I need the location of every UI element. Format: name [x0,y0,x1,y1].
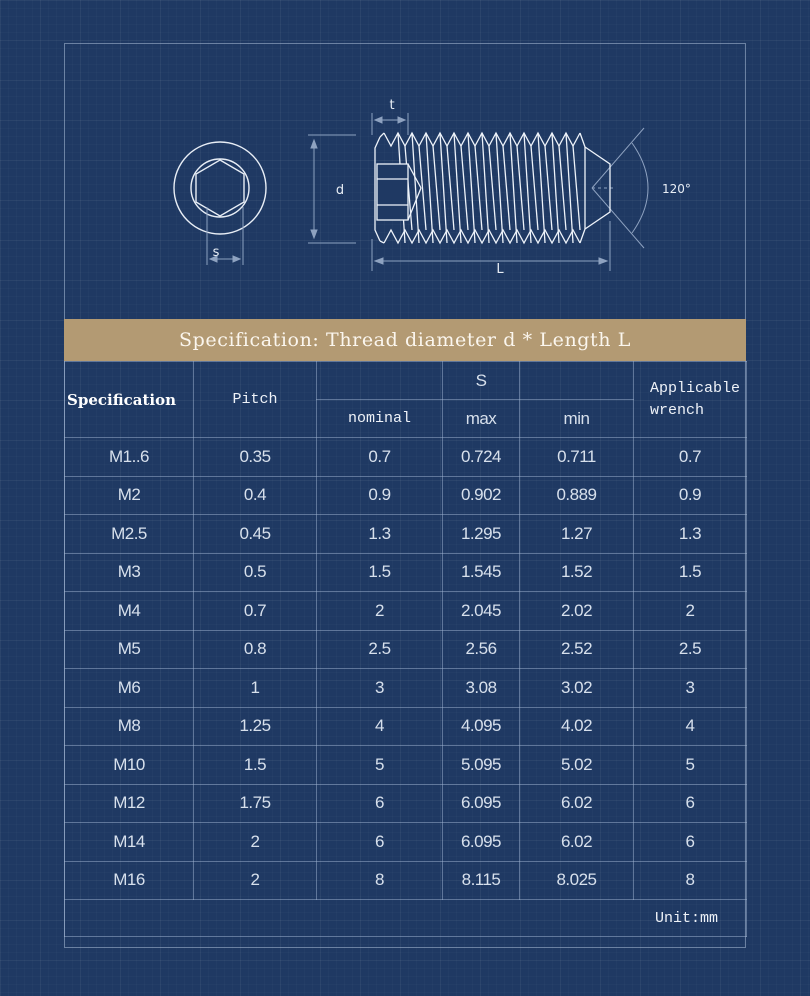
screw-body-icon [375,133,610,243]
header-blank-2 [520,362,634,400]
table-row [65,630,747,669]
cell-min: 5.02 [520,746,634,785]
cell-spec: M10 [65,746,194,785]
cell-min: 4.02 [520,707,634,746]
table-row [65,476,747,515]
cell-nominal: 6 [317,823,443,862]
cell-max: 0.724 [443,438,520,477]
wrench-line-1: Applicable [650,379,741,397]
cell-spec: M14 [65,823,194,862]
cell-wrench: 4 [634,707,747,746]
cell-wrench: 0.9 [634,476,747,515]
cell-spec: M4 [65,592,194,631]
cell-max: 2.045 [443,592,520,631]
table-row [65,438,747,477]
label-s: s [212,245,220,260]
header-min: min [520,400,634,438]
cell-min: 6.02 [520,823,634,862]
cell-pitch: 1.5 [194,746,317,785]
cell-pitch: 0.45 [194,515,317,554]
technical-drawing [64,43,746,319]
cell-pitch: 2 [194,861,317,900]
table-row [65,707,747,746]
cell-wrench: 6 [634,784,747,823]
cell-wrench: 5 [634,746,747,785]
cell-nominal: 2.5 [317,630,443,669]
cell-min: 6.02 [520,784,634,823]
cell-min: 3.02 [520,669,634,708]
cell-nominal: 1.3 [317,515,443,554]
label-L: L [496,262,504,277]
specification-banner: Specification: Thread diameter d * Length L [64,319,746,361]
cell-nominal: 0.7 [317,438,443,477]
cell-wrench: 1.3 [634,515,747,554]
unit-label: Unit:mm [65,900,747,937]
wrench-line-2: wrench [650,401,705,419]
header-max: max [443,400,520,438]
header-applicable-wrench [634,362,747,438]
cell-pitch: 0.35 [194,438,317,477]
header-nominal: nominal [317,400,443,438]
cell-spec: M2 [65,476,194,515]
cell-spec: M8 [65,707,194,746]
cell-spec: M6 [65,669,194,708]
cell-nominal: 3 [317,669,443,708]
header-blank-1 [317,362,443,400]
cell-spec: M3 [65,553,194,592]
cell-wrench: 2 [634,592,747,631]
cell-max: 2.56 [443,630,520,669]
cell-min: 1.27 [520,515,634,554]
table-row [65,746,747,785]
label-d: d [335,183,345,198]
cell-nominal: 2 [317,592,443,631]
header-specification: Specification [65,362,194,438]
cell-nominal: 0.9 [317,476,443,515]
cell-wrench: 2.5 [634,630,747,669]
table-row [65,823,747,862]
cell-min: 2.52 [520,630,634,669]
cell-wrench: 0.7 [634,438,747,477]
label-angle: 120° [662,182,691,196]
cell-spec: M16 [65,861,194,900]
cell-max: 3.08 [443,669,520,708]
header-row-1 [65,362,747,400]
cell-wrench: 1.5 [634,553,747,592]
table-row [65,515,747,554]
table-row [65,592,747,631]
cell-spec: M2.5 [65,515,194,554]
cell-nominal: 4 [317,707,443,746]
cell-pitch: 1.75 [194,784,317,823]
cell-max: 0.902 [443,476,520,515]
label-t: t [389,98,395,113]
cell-wrench: 6 [634,823,747,862]
cell-pitch: 0.7 [194,592,317,631]
cell-min: 1.52 [520,553,634,592]
footer-row [65,900,747,937]
cell-wrench: 8 [634,861,747,900]
cell-pitch: 0.8 [194,630,317,669]
cell-pitch: 2 [194,823,317,862]
cell-max: 4.095 [443,707,520,746]
table-row [65,784,747,823]
table-row [65,861,747,900]
cell-max: 1.295 [443,515,520,554]
cell-min: 2.02 [520,592,634,631]
table-row [65,669,747,708]
cell-nominal: 6 [317,784,443,823]
cell-max: 1.545 [443,553,520,592]
table-row [65,553,747,592]
cell-pitch: 1 [194,669,317,708]
cell-spec: M5 [65,630,194,669]
cell-spec: M1..6 [65,438,194,477]
cell-max: 8.115 [443,861,520,900]
cell-min: 0.889 [520,476,634,515]
cell-pitch: 0.5 [194,553,317,592]
cell-pitch: 0.4 [194,476,317,515]
cell-pitch: 1.25 [194,707,317,746]
cell-wrench: 3 [634,669,747,708]
cell-min: 8.025 [520,861,634,900]
cell-max: 5.095 [443,746,520,785]
header-s-group: S [443,362,520,400]
set-screw-drawing [64,43,746,319]
end-view-icon [174,142,266,234]
cell-spec: M12 [65,784,194,823]
cell-max: 6.095 [443,784,520,823]
cell-nominal: 5 [317,746,443,785]
cell-nominal: 1.5 [317,553,443,592]
cell-nominal: 8 [317,861,443,900]
cell-max: 6.095 [443,823,520,862]
cell-min: 0.711 [520,438,634,477]
header-pitch: Pitch [194,362,317,438]
spec-table [64,361,747,937]
